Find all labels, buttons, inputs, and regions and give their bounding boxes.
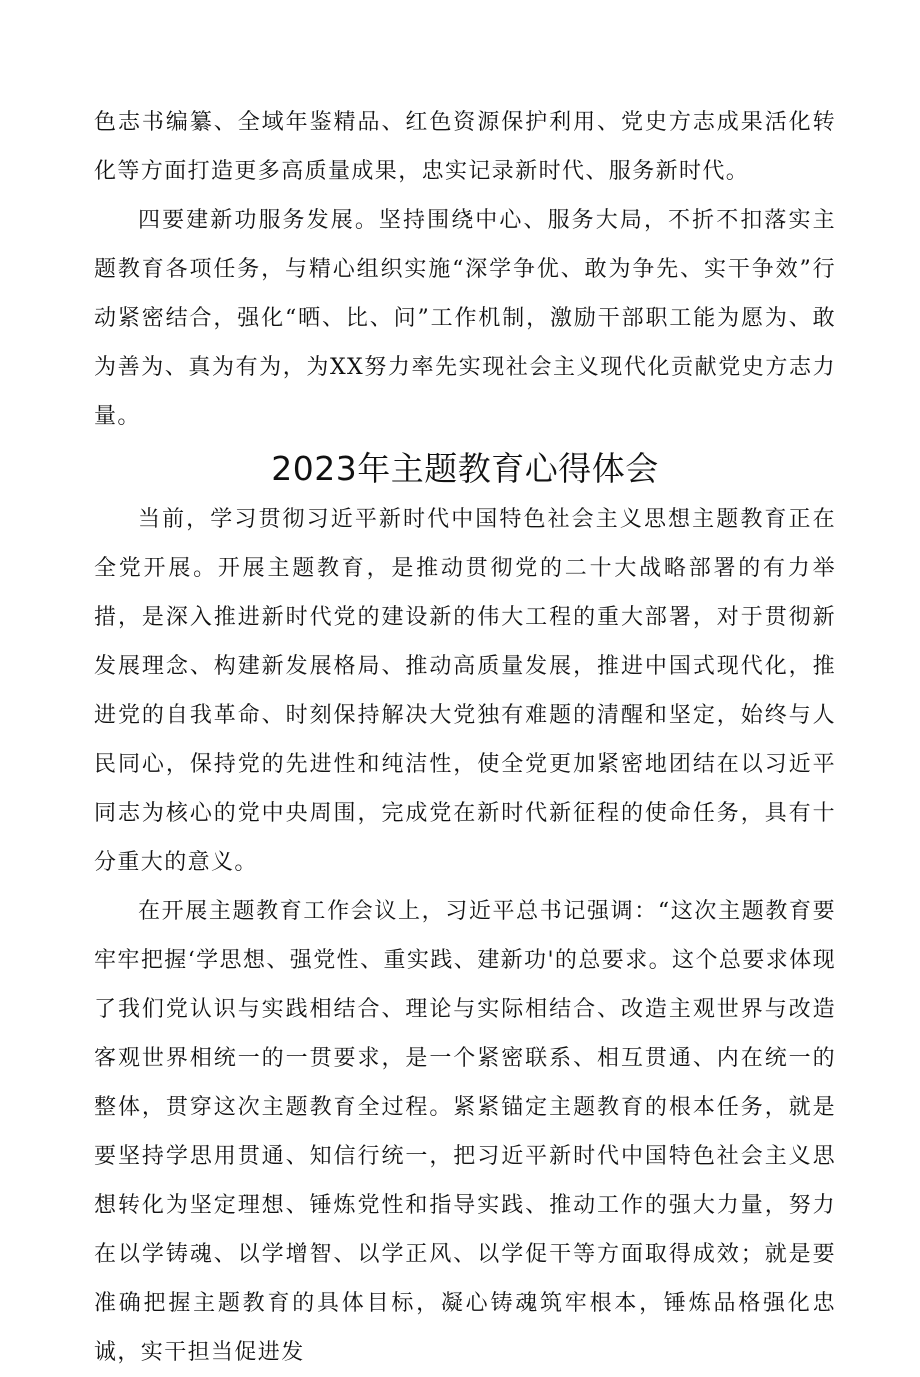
paragraph-four-requirements: 四要建新功服务发展。坚持围绕中心、服务大局，不折不扣落实主题教育各项任务，与精心组织实施“深学争优、敢为争先、实干争效”行动紧密结合，强化“晒、比、问”工作机制，激励干部职工能为愿为、敢为善为、真为有为，为XX努力率先实现社会主义现代化贡献党史方志力量。	[94, 208, 836, 429]
paragraph-intro: 当前，学习贯彻习近平新时代中国特色社会主义思想主题教育正在全党开展。开展主题教育，是推动贯彻党的二十大战略部署的有力举措，是深入推进新时代党的建设新的伟大工程的重大部署，对于贯彻新发展理念、构建新发展格局、推动高质量发展，推进中国式现代化，推进党的自我革命、时刻保持解决大党独有难题的清醒和坚定，始终与人民同心，保持党的先进性和纯洁性，使全党更加紧密地团结在以习近平同志为核心的党中央周围，完成党在新时代新征程的使命任务，具有十分重大的意义。	[94, 507, 836, 875]
article-title: 2023年主题教育心得体会	[271, 449, 659, 488]
paragraph-speech-quote: 在开展主题教育工作会议上，习近平总书记强调：“这次主题教育要牢牢把握‘学思想、强党性、重实践、建新功'的总要求。这个总要求体现了我们党认识与实践相结合、理论与实际相结合、改造主观世界与改造客观世界相统一的一贯要求，是一个紧密联系、相互贯通、内在统一的整体，贯穿这次主题教育全过程。紧紧锚定主题教育的根本任务，就是要坚持学思用贯通、知信行统一，把习近平新时代中国特色社会主义思想转化为坚定理想、锤炼党性和指导实践、推动工作的强大力量，努力在以学铸魂、以学增智、以学正风、以学促干等方面取得成效；就是要准确把握主题教育的具体目标，凝心铸魂筑牢根本，锤炼品格强化忠诚，实干担当促进发	[94, 899, 836, 1365]
document-body	[94, 98, 836, 1377]
continued-paragraph: 色志书编纂、全域年鉴精品、红色资源保护利用、党史方志成果活化转化等方面打造更多高质量成果，忠实记录新时代、服务新时代。	[94, 110, 836, 184]
